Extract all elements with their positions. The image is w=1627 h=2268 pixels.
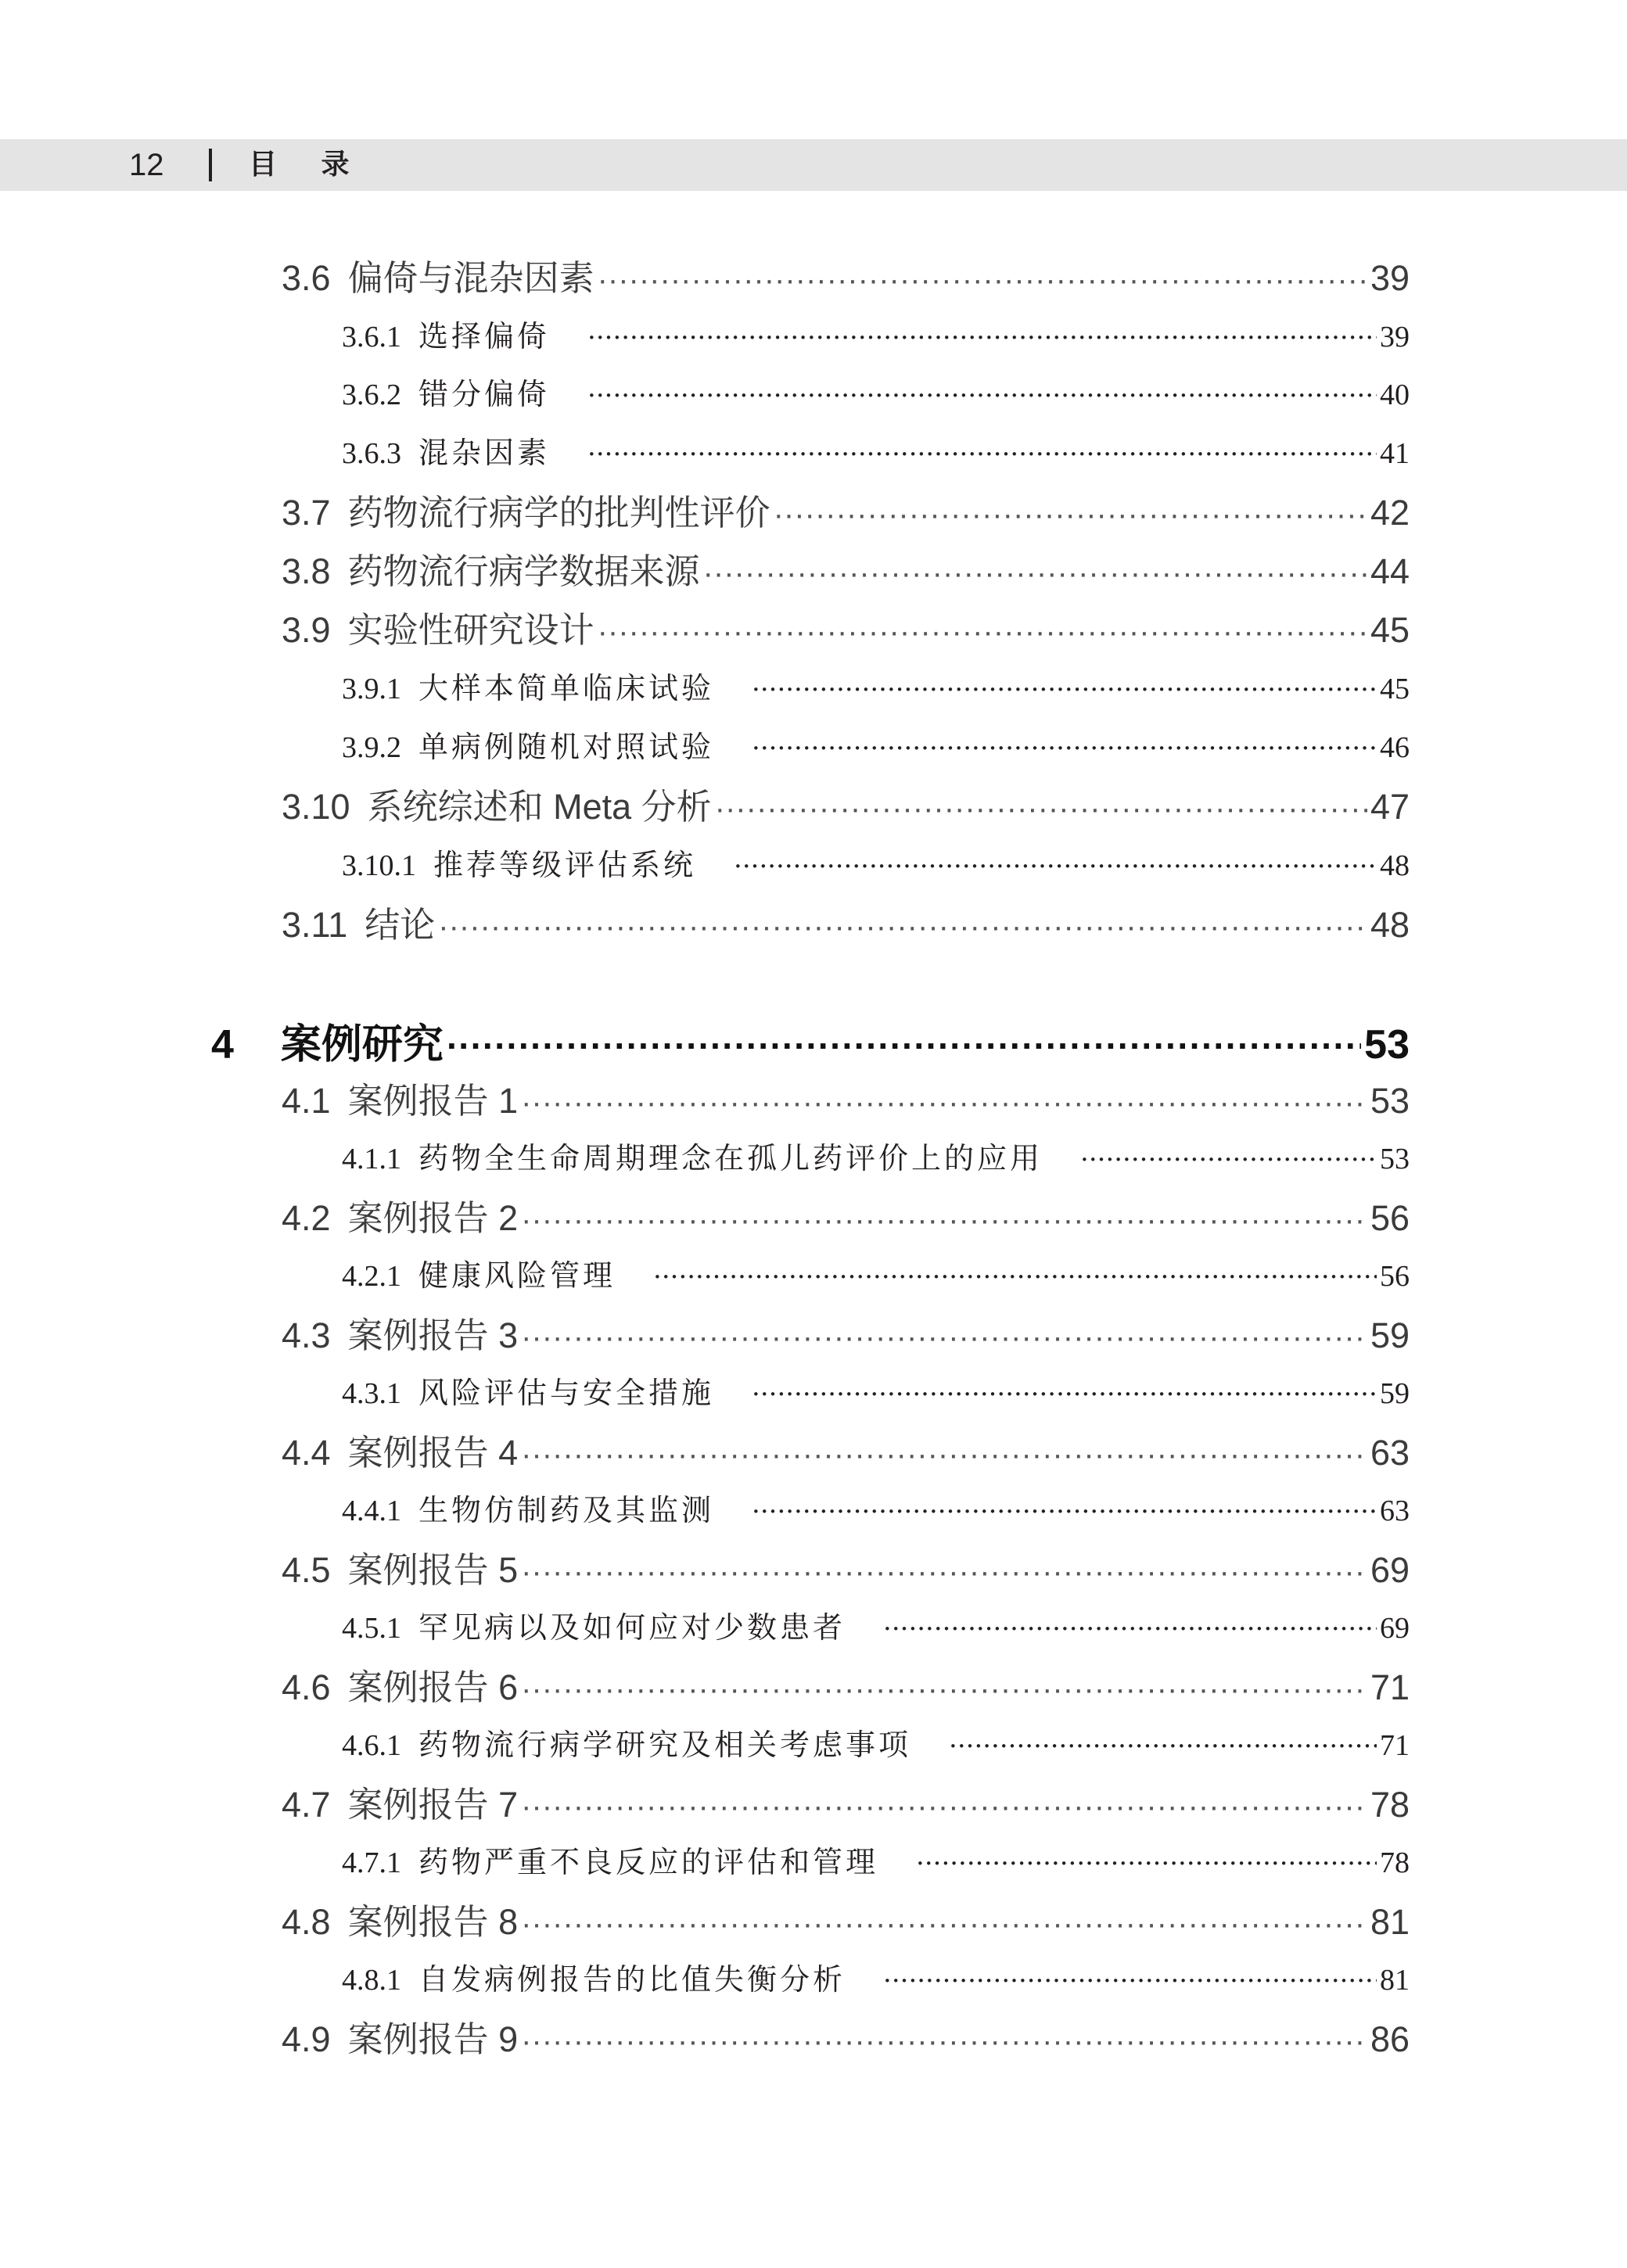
dot-leader	[752, 668, 1377, 712]
toc-entry-4-4[interactable]	[282, 1430, 1410, 1477]
toc-entry-number: 3.7	[282, 493, 331, 533]
toc-entry-title: 健康风险管理	[418, 1258, 616, 1293]
dot-leader	[734, 845, 1377, 888]
toc-entry-page-number: 45	[1370, 610, 1410, 650]
toc-entry-title: 单病例随机对照试验	[418, 730, 715, 764]
toc-entry-number: 3.6	[282, 258, 331, 298]
toc-entry-title: 生物仿制药及其监测	[418, 1493, 715, 1527]
toc-entry-title: 案例报告 8	[347, 1902, 519, 1942]
toc-entry-page-number: 53	[1364, 1022, 1410, 1068]
toc-entry-number: 4.2.1	[342, 1260, 401, 1293]
toc-entry-title: 大样本简单临床试验	[418, 671, 715, 705]
dot-leader	[521, 1197, 1367, 1243]
toc-entry-page-number: 63	[1370, 1433, 1410, 1473]
toc-entry-4-7-1[interactable]	[342, 1840, 1410, 1884]
toc-entry-title: 案例报告 9	[347, 2019, 519, 2059]
toc-entry-number: 3.10.1	[342, 849, 416, 882]
toc-entry-number: 4.3	[282, 1315, 331, 1355]
toc-entry-title: 药物流行病学数据来源	[347, 551, 700, 591]
toc-entry-4-8[interactable]	[282, 1899, 1410, 1946]
toc-entry-page-number: 59	[1380, 1377, 1410, 1410]
toc-entry-number: 4.8.1	[342, 1964, 401, 1997]
toc-entry-number: 4.6.1	[342, 1729, 401, 1762]
toc-entry-number: 4.6	[282, 1667, 331, 1707]
toc-entry-number: 3.9	[282, 610, 331, 650]
toc-entry-title: 系统综述和 Meta 分析	[367, 787, 712, 827]
dot-leader	[438, 903, 1367, 950]
toc-entry-4-8-1[interactable]	[342, 1958, 1410, 2001]
dot-leader	[587, 316, 1377, 360]
toc-entry-number: 4.8	[282, 1902, 331, 1942]
toc-entry-number: 3.9.2	[342, 731, 401, 764]
toc-entry-3-11[interactable]	[282, 902, 1410, 949]
dot-leader	[521, 1079, 1367, 1126]
toc-entry-3-6[interactable]	[282, 255, 1410, 302]
toc-entry-4-9[interactable]	[282, 2016, 1410, 2063]
toc-entry-3-6-2[interactable]	[342, 372, 1410, 416]
toc-entry-title: 结论	[365, 905, 436, 945]
toc-entry-4-5[interactable]	[282, 1547, 1410, 1594]
toc-entry-page-number: 63	[1380, 1495, 1410, 1527]
toc-entry-title: 案例报告 4	[347, 1433, 519, 1473]
toc-entry-title: 选择偏倚	[418, 319, 551, 353]
dot-leader	[521, 1314, 1367, 1361]
toc-entry-3-8[interactable]	[282, 548, 1410, 595]
toc-entry-page-number: 44	[1370, 551, 1410, 591]
dot-leader	[752, 1490, 1377, 1534]
toc-entry-title: 实验性研究设计	[347, 610, 594, 650]
toc-entry-title: 药物严重不良反应的评估和管理	[418, 1845, 879, 1879]
toc-entry-4-6[interactable]	[282, 1664, 1410, 1711]
dot-leader	[598, 257, 1367, 303]
toc-entry-number: 3.8	[282, 551, 331, 591]
toc-entry-number: 3.6.1	[342, 321, 401, 353]
toc-entry-page-number: 69	[1370, 1550, 1410, 1590]
dot-leader	[883, 1607, 1377, 1651]
toc-entry-number: 4	[211, 1022, 234, 1068]
dot-leader	[447, 1017, 1361, 1074]
dot-leader	[521, 1666, 1367, 1713]
toc-entry-page-number: 59	[1370, 1315, 1410, 1355]
toc-entry-page-number: 47	[1370, 787, 1410, 827]
toc-entry-page-number: 48	[1370, 905, 1410, 945]
toc-entry-title: 案例报告 5	[347, 1550, 519, 1590]
toc-entry-title: 药物全生命周期理念在孤儿药评价上的应用	[418, 1141, 1043, 1175]
toc-entry-number: 3.11	[282, 905, 348, 945]
toc-entry-title: 罕见病以及如何应对少数患者	[418, 1610, 846, 1645]
toc-entry-page-number: 45	[1380, 673, 1410, 705]
toc-entry-page-number: 69	[1380, 1612, 1410, 1645]
toc-entry-3-6-3[interactable]	[342, 431, 1410, 475]
toc-entry-title: 案例报告 7	[347, 1785, 519, 1825]
toc-entry-title: 案例报告 6	[347, 1667, 519, 1707]
toc-entry-page-number: 56	[1380, 1260, 1410, 1293]
toc-entry-page-number: 78	[1380, 1846, 1410, 1879]
toc-entry-title: 案例报告 2	[347, 1198, 519, 1238]
dot-leader	[521, 1548, 1367, 1595]
toc-entry-title: 自发病例报告的比值失衡分析	[418, 1962, 846, 1997]
toc-entry-4-1[interactable]	[282, 1078, 1410, 1125]
toc-entry-3-9-1[interactable]	[342, 666, 1410, 710]
toc-entry-4-6-1[interactable]	[342, 1723, 1410, 1767]
toc-entry-number: 4.1	[282, 1081, 331, 1121]
toc-entry-number: 4.1.1	[342, 1143, 401, 1175]
toc-entry-page-number: 53	[1380, 1143, 1410, 1175]
dot-leader	[949, 1724, 1377, 1768]
dot-leader	[598, 608, 1367, 655]
toc-entry-4-2[interactable]	[282, 1195, 1410, 1242]
toc-entry-number: 4.5.1	[342, 1612, 401, 1645]
toc-entry-4-2-1[interactable]	[342, 1254, 1410, 1297]
dot-leader	[752, 727, 1377, 770]
toc-entry-4-7[interactable]	[282, 1782, 1410, 1828]
toc-entry-number: 4.7.1	[342, 1846, 401, 1879]
dot-leader	[883, 1959, 1377, 2003]
toc-entry-4-1-1[interactable]	[342, 1136, 1410, 1180]
toc-entry-page-number: 41	[1380, 437, 1410, 470]
dot-leader	[715, 785, 1367, 832]
toc-entry-page-number: 86	[1370, 2019, 1410, 2059]
toc-entry-page-number: 42	[1370, 493, 1410, 533]
toc-entry-number: 4.3.1	[342, 1377, 401, 1410]
toc-entry-page-number: 81	[1370, 1902, 1410, 1942]
toc-entry-number: 4.9	[282, 2019, 331, 2059]
toc-entry-page-number: 48	[1380, 849, 1410, 882]
toc-entry-3-7[interactable]	[282, 490, 1410, 536]
dot-leader	[774, 491, 1367, 538]
toc-entry-3-10-1[interactable]	[342, 843, 1410, 887]
toc-entry-3-9[interactable]	[282, 607, 1410, 654]
toc-entry-page-number: 39	[1380, 321, 1410, 353]
toc-entry-4[interactable]	[211, 1017, 1410, 1073]
dot-leader	[703, 550, 1367, 597]
dot-leader	[587, 374, 1377, 418]
toc-entry-title: 药物流行病学研究及相关考虑事项	[418, 1728, 912, 1762]
toc-entry-title: 偏倚与混杂因素	[347, 258, 594, 298]
toc-entry-4-3-1[interactable]	[342, 1371, 1410, 1415]
dot-leader	[521, 1431, 1367, 1478]
dot-leader	[1080, 1138, 1377, 1182]
toc-entry-number: 4.2	[282, 1198, 331, 1238]
toc-entry-4-4-1[interactable]	[342, 1488, 1410, 1532]
toc-entry-page-number: 46	[1380, 731, 1410, 764]
dot-leader	[521, 2018, 1367, 2065]
dot-leader	[521, 1783, 1367, 1830]
toc-entry-page-number: 71	[1370, 1667, 1410, 1707]
toc-entry-4-3[interactable]	[282, 1312, 1410, 1359]
toc-entry-title: 混杂因素	[418, 436, 551, 470]
page-number: 12	[129, 148, 164, 182]
toc-entry-number: 4.5	[282, 1550, 331, 1590]
toc-entry-number: 4.4	[282, 1433, 331, 1473]
toc-entry-page-number: 81	[1380, 1964, 1410, 1997]
toc-entry-number: 3.9.1	[342, 673, 401, 705]
dot-leader	[587, 432, 1377, 476]
dot-leader	[653, 1255, 1377, 1299]
header-title: 目 录	[249, 149, 367, 181]
toc-entry-title: 药物流行病学的批判性评价	[347, 493, 770, 533]
toc-entry-3-10[interactable]	[282, 784, 1410, 831]
toc-entry-number: 3.6.3	[342, 437, 401, 470]
toc-entry-title: 推荐等级评估系统	[433, 848, 697, 882]
toc-entry-page-number: 71	[1380, 1729, 1410, 1762]
toc-entry-title: 风险评估与安全措施	[418, 1376, 715, 1410]
toc-entry-page-number: 78	[1370, 1785, 1410, 1825]
toc-entry-title: 错分偏倚	[418, 377, 551, 411]
toc-entry-3-9-2[interactable]	[342, 725, 1410, 769]
toc-entry-page-number: 56	[1370, 1198, 1410, 1238]
toc-entry-page-number: 53	[1370, 1081, 1410, 1121]
toc-entry-title: 案例报告 3	[347, 1315, 519, 1355]
toc-entry-page-number: 39	[1370, 258, 1410, 298]
toc-entry-number: 4.7	[282, 1785, 331, 1825]
toc-entry-page-number: 40	[1380, 379, 1410, 411]
toc-entry-3-6-1[interactable]	[342, 314, 1410, 358]
dot-leader	[916, 1842, 1377, 1886]
toc-entry-number: 4.4.1	[342, 1495, 401, 1527]
dot-leader	[752, 1373, 1377, 1416]
toc-entry-number: 3.10	[282, 787, 350, 827]
toc-entry-title: 案例研究	[280, 1022, 444, 1068]
dot-leader	[521, 1900, 1367, 1947]
toc-entry-title: 案例报告 1	[347, 1081, 519, 1121]
toc-entry-4-5-1[interactable]	[342, 1606, 1410, 1649]
toc-entry-number: 3.6.2	[342, 379, 401, 411]
